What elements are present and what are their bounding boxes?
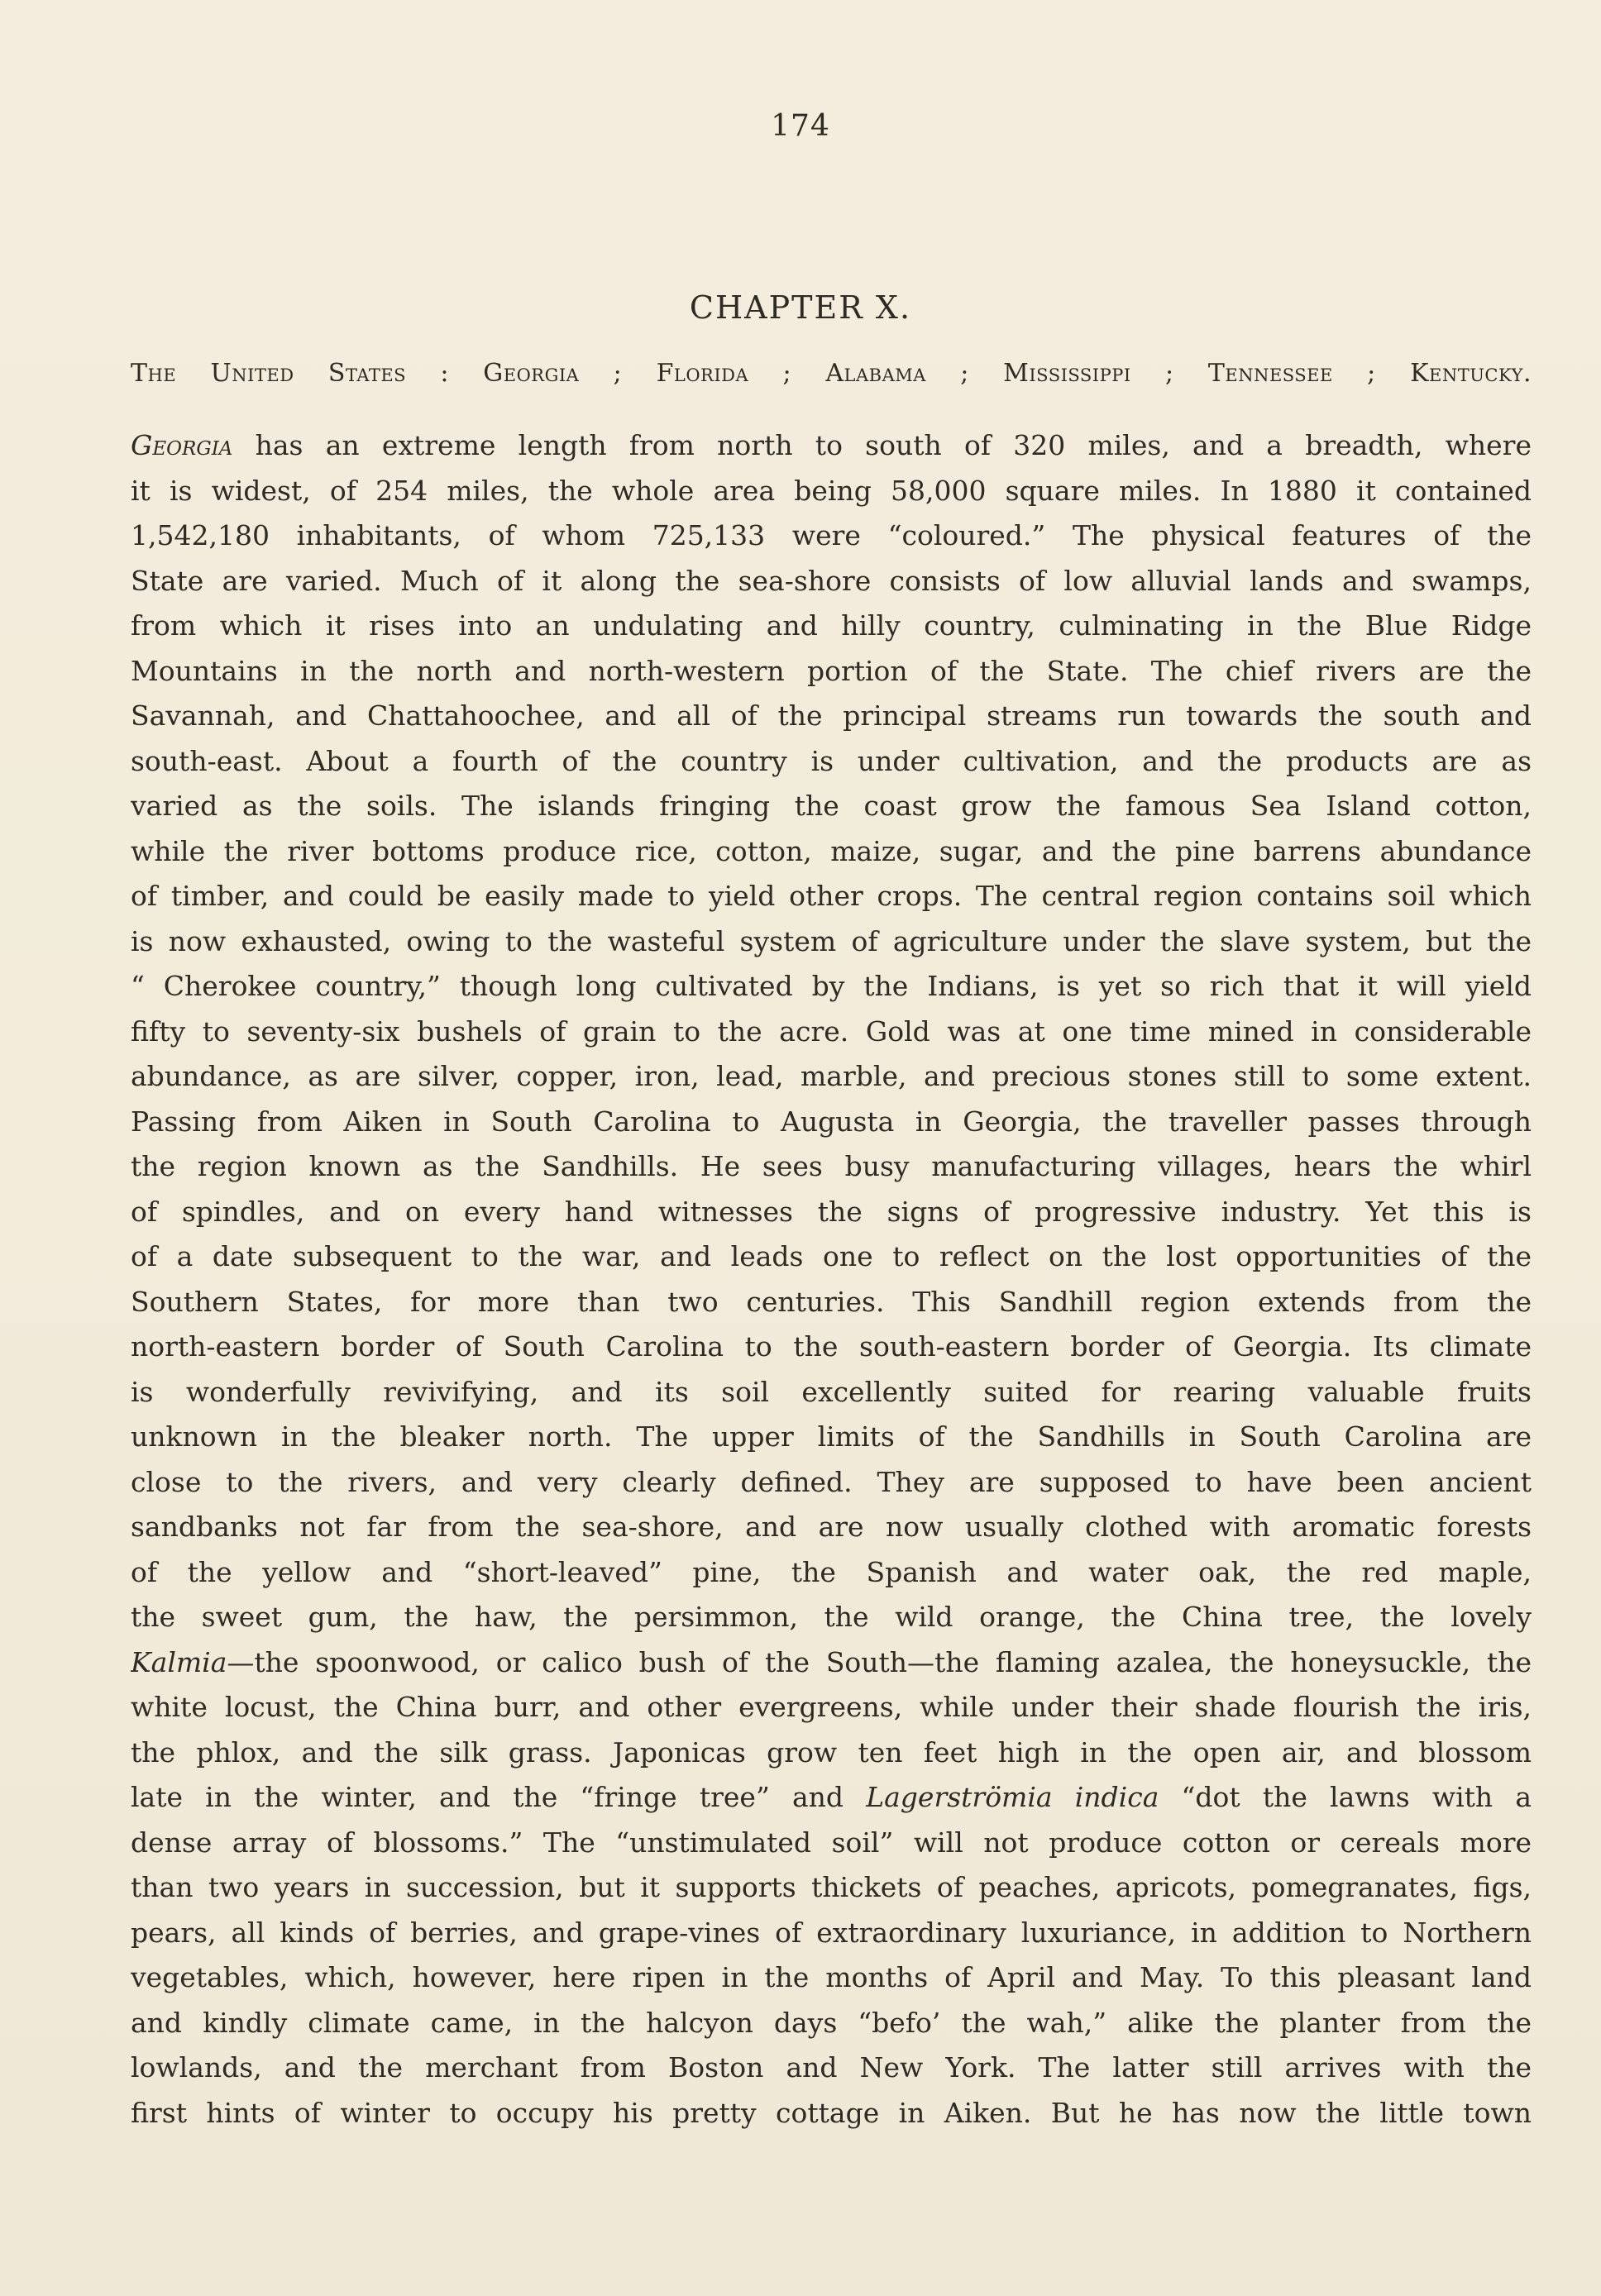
chapter-subtitle: The United States : Georgia ; Florida ; Alabama ; Mississippi ; Tennessee ; Kentucky. bbox=[131, 359, 1532, 388]
text-line: Savannah, and Chattahoochee, and all of the principal streams run towards the south and bbox=[131, 699, 1532, 732]
text-line: varied as the soils. The islands fringing the coast grow the famous Sea Island cotton, bbox=[131, 790, 1532, 822]
italic-term: Lagerströmia indica bbox=[866, 1781, 1159, 1813]
text-line: fifty to seventy-six bushels of grain to the acre. Gold was at one time mined in considerable bbox=[131, 1014, 1532, 1048]
lead-word: Georgia bbox=[131, 429, 233, 461]
text-line: is now exhausted, owing to the wasteful system of agriculture under the slave system, but the bbox=[131, 924, 1532, 957]
page-number: 174 bbox=[771, 109, 830, 143]
text-line: south-east. About a fourth of the country is under cultivation, and the products are as bbox=[131, 744, 1532, 777]
text-line: the region known as the Sandhills. He sees busy manufacturing villages, hears the whirl bbox=[131, 1150, 1532, 1182]
text-line: the phlox, and the silk grass. Japonicas grow ten feet high in the open air, and blossom bbox=[131, 1735, 1532, 1769]
text-line: State are varied. Much of it along the sea-shore consists of low alluvial lands and swamps, bbox=[131, 564, 1532, 597]
text-line: of spindles, and on every hand witnesses the signs of progressive industry. Yet this is bbox=[131, 1195, 1532, 1228]
italic-term: Kalmia bbox=[131, 1645, 227, 1678]
text-line: late in the winter, and the “fringe tree” and Lagerströmia indica “dot the lawns with a bbox=[131, 1781, 1532, 1813]
text-line: Southern States, for more than two centuries. This Sandhill region extends from the bbox=[131, 1285, 1532, 1318]
text-line: 1,542,180 inhabitants, of whom 725,133 were “coloured.” The physical features of the bbox=[131, 519, 1532, 551]
text-line: of the yellow and “short-leaved” pine, the Spanish and water oak, the red maple, bbox=[131, 1555, 1532, 1588]
text-line: it is widest, of 254 miles, the whole area being 58,000 square miles. In 1880 it contained bbox=[131, 474, 1532, 507]
text-line: sandbanks not far from the sea-shore, and are now usually clothed with aromatic forests bbox=[131, 1511, 1532, 1543]
text-line: Georgia has an extreme length from north to south of 320 miles, and a breadth, where bbox=[131, 429, 1532, 461]
chapter-title: CHAPTER X. bbox=[689, 289, 912, 326]
text-line: lowlands, and the merchant from Boston and New York. The latter still arrives with the bbox=[131, 2051, 1532, 2084]
text-line: is wonderfully revivifying, and its soil excellently suited for rearing valuable fruits bbox=[131, 1375, 1532, 1408]
text-line: Kalmia—the spoonwood, or calico bush of the South—the flaming azalea, the honeysuckle, the bbox=[131, 1645, 1532, 1678]
text-line: and kindly climate came, in the halcyon days “befo’ the wah,” alike the planter from the bbox=[131, 2006, 1532, 2039]
text-line: pears, all kinds of berries, and grape-vines of extraordinary luxuriance, in addition to Northern bbox=[131, 1916, 1532, 1949]
text-line: the sweet gum, the haw, the persimmon, the wild orange, the China tree, the lovely bbox=[131, 1601, 1532, 1633]
text-line: north-eastern border of South Carolina to the south-eastern border of Georgia. Its climate bbox=[131, 1330, 1532, 1363]
text-line: while the river bottoms produce rice, cotton, maize, sugar, and the pine barrens abundance bbox=[131, 834, 1532, 867]
text-line: Mountains in the north and north-western portion of the State. The chief rivers are the bbox=[131, 654, 1532, 687]
body-text bbox=[131, 423, 1532, 2136]
text-line: unknown in the bleaker north. The upper limits of the Sandhills in South Carolina are bbox=[131, 1420, 1532, 1453]
text-line: of a date subsequent to the war, and leads one to reflect on the lost opportunities of the bbox=[131, 1240, 1532, 1272]
text-line: close to the rivers, and very clearly defined. They are supposed to have been ancient bbox=[131, 1465, 1532, 1498]
text-line: from which it rises into an undulating and hilly country, culminating in the Blue Ridge bbox=[131, 609, 1532, 642]
text-line: “ Cherokee country,” though long cultivated by the Indians, is yet so rich that it will yield bbox=[131, 970, 1532, 1002]
text-line: Passing from Aiken in South Carolina to Augusta in Georgia, the traveller passes through bbox=[131, 1105, 1532, 1138]
text-line: first hints of winter to occupy his pretty cottage in Aiken. But he has now the little town bbox=[131, 2096, 1532, 2129]
text-line: than two years in succession, but it supports thickets of peaches, apricots, pomegranates, figs, bbox=[131, 1871, 1532, 1903]
text-line: abundance, as are silver, copper, iron, lead, marble, and precious stones still to some extent. bbox=[131, 1060, 1532, 1092]
text-line: dense array of blossoms.” The “unstimulated soil” will not produce cotton or cereals more bbox=[131, 1826, 1532, 1859]
text-line: vegetables, which, however, here ripen in the months of April and May. To this pleasant land bbox=[131, 1961, 1532, 1993]
text-line: white locust, the China burr, and other evergreens, while under their shade flourish the iris, bbox=[131, 1691, 1532, 1723]
text-line: of timber, and could be easily made to yield other crops. The central region contains soil which bbox=[131, 880, 1532, 912]
